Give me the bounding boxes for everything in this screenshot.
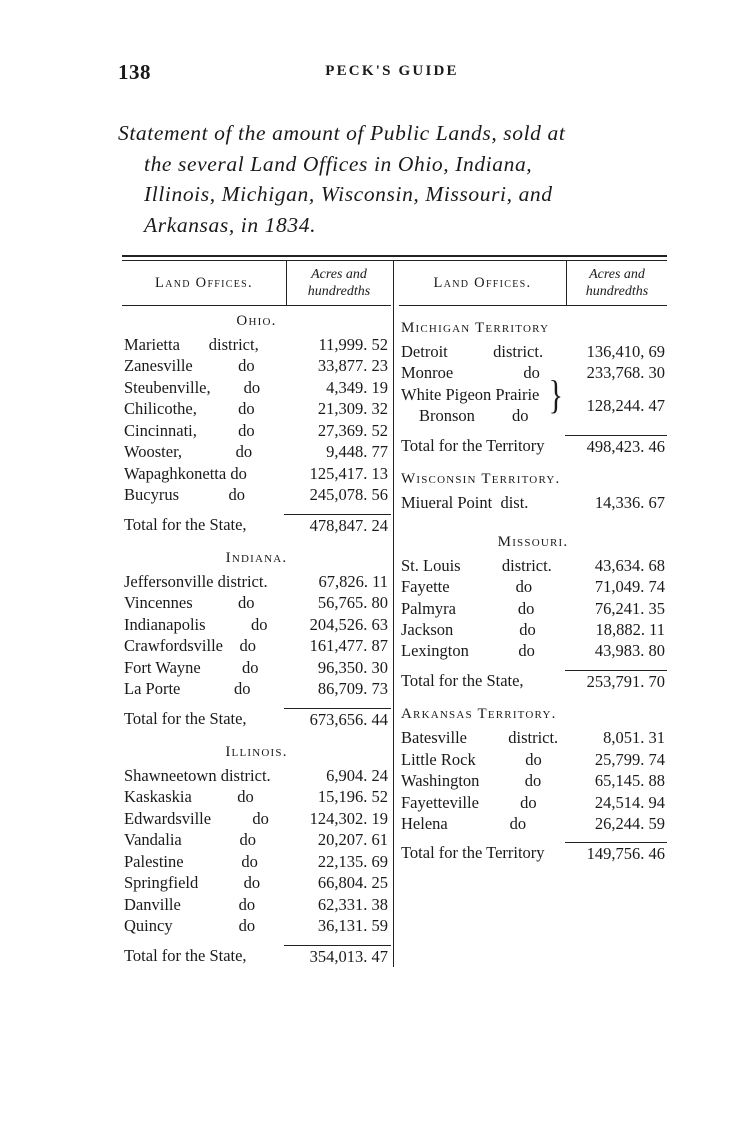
office-label: Cincinnati, <box>124 420 197 440</box>
total-amount: 673,656. 44 <box>284 708 391 730</box>
section-rows-missouri <box>399 554 667 693</box>
table-row <box>122 420 391 441</box>
office-label: Danville <box>124 894 181 914</box>
office-name <box>122 398 284 419</box>
office-label: Kaskaskia <box>124 787 192 807</box>
office-name <box>122 786 284 807</box>
section-label-arkansas: Arkansas Territory. <box>401 706 557 723</box>
acres-amount: 161,477. 87 <box>309 636 388 656</box>
office-label: Washington <box>401 771 480 791</box>
office-name <box>399 792 565 813</box>
acres-amount: 62,331. 38 <box>317 894 388 914</box>
table-row <box>122 829 391 850</box>
office-name <box>399 492 565 513</box>
office-label-secondary <box>401 405 565 426</box>
office-qualifier: do <box>525 749 542 769</box>
acres-amount: 86,709. 73 <box>317 679 388 699</box>
office-qualifier: district. <box>217 571 268 591</box>
table-columns <box>122 261 667 967</box>
office-name <box>122 571 284 592</box>
office-name <box>122 441 284 462</box>
acres-amount: 56,765. 80 <box>317 593 388 613</box>
office-name <box>122 829 284 850</box>
office-label: Crawfordsville <box>124 636 223 656</box>
office-label: Springfield <box>124 873 199 893</box>
acres-amount: 76,241. 35 <box>594 598 665 618</box>
table-caption <box>118 118 658 240</box>
total-label: Total for the Territory <box>401 843 545 863</box>
office-name <box>122 592 284 613</box>
section-rows-indiana <box>122 570 391 730</box>
office-name <box>122 614 284 635</box>
office-name <box>122 635 284 656</box>
running-head <box>118 60 666 86</box>
acres-amount: 124,302. 19 <box>309 808 388 828</box>
column-header-units-right <box>566 261 667 305</box>
table-row <box>122 657 391 678</box>
office-qualifier: do <box>517 598 535 618</box>
acres-amount: 65,145. 88 <box>594 771 665 791</box>
table-row <box>122 355 391 376</box>
office-qualifier: do <box>250 614 268 634</box>
table-row-total <box>122 943 391 967</box>
office-name <box>399 640 565 661</box>
table-row-total <box>122 706 391 730</box>
section-label-michigan: Michigan Territory <box>401 320 550 336</box>
office-name <box>122 463 284 484</box>
acres-amount: 125,417. 13 <box>309 463 388 483</box>
table-row <box>122 678 391 699</box>
acres-amount: 21,309. 32 <box>317 399 388 419</box>
table-row <box>399 792 667 813</box>
column-header-right <box>399 261 667 305</box>
acres-amount: 71,049. 74 <box>594 577 665 597</box>
section-label-missouri: Missouri. <box>497 533 569 550</box>
office-label: Fayette <box>401 577 450 597</box>
caption-line-2: the several Land Offices in Ohio, Indiana, <box>144 151 533 176</box>
office-label: Monroe <box>401 363 454 383</box>
office-label: Quincy <box>124 916 173 936</box>
table-row <box>399 749 667 770</box>
caption-line-1: Statement of the amount of Public Lands, sold at <box>118 121 566 145</box>
office-qualifier: do <box>238 420 255 440</box>
office-name <box>122 808 284 829</box>
office-qualifier: do <box>239 830 256 850</box>
units-line-1: Acres and <box>589 266 645 282</box>
table-row <box>399 727 667 748</box>
office-qualifier: do <box>512 406 529 426</box>
office-label: Edwardsville <box>124 808 212 828</box>
table-column-left <box>122 261 394 967</box>
acres-amount: 6,904. 24 <box>326 766 388 785</box>
office-label: Helena <box>401 814 448 833</box>
office-qualifier: do <box>238 894 256 914</box>
units-line-2: hundredths <box>307 284 371 299</box>
office-qualifier: do <box>241 851 258 871</box>
units-line-1: Acres and <box>311 266 367 282</box>
table-row <box>399 492 667 513</box>
table-row <box>399 619 667 640</box>
table-row <box>122 765 391 786</box>
office-label: Little Rock <box>401 749 476 769</box>
office-label: Miueral Point <box>401 493 493 513</box>
office-qualifier: do <box>509 814 527 833</box>
acres-amount: 245,078. 56 <box>309 485 388 505</box>
column-header-left <box>122 261 391 305</box>
total-amount: 149,756. 46 <box>565 842 667 864</box>
section-rows-wisconsin <box>399 491 667 513</box>
table-row <box>122 614 391 635</box>
acres-amount: 18,882. 11 <box>595 619 665 639</box>
office-label: Jackson <box>401 619 454 639</box>
office-label: Steubenville, <box>124 377 211 397</box>
acres-amount: 4,349. 19 <box>326 377 388 397</box>
office-qualifier: do <box>238 593 255 613</box>
office-label: Lexington <box>401 641 469 661</box>
acres-amount: 26,244. 59 <box>594 814 665 833</box>
office-name <box>122 355 284 376</box>
office-qualifier: do <box>228 485 245 505</box>
column-header-office-label: Land Offices. <box>155 274 253 291</box>
office-label: Jeffersonville <box>124 571 214 591</box>
table-row <box>122 441 391 462</box>
office-label: White Pigeon Prairie <box>401 384 540 404</box>
office-qualifier: do <box>241 657 259 677</box>
office-name <box>122 765 284 786</box>
total-label: Total for the State, <box>124 708 247 728</box>
total-amount: 354,013. 47 <box>284 945 391 967</box>
office-qualifier: district. <box>508 728 559 748</box>
office-qualifier: do <box>252 808 269 828</box>
table-row <box>122 635 391 656</box>
office-label: Wooster, <box>124 442 183 462</box>
acres-amount: 136,410, 69 <box>586 342 665 361</box>
office-qualifier: do <box>520 792 537 812</box>
table-row <box>122 786 391 807</box>
office-qualifier: do <box>524 771 542 791</box>
acres-amount: 43,983. 80 <box>594 641 665 661</box>
office-label: Zanesville <box>124 356 193 376</box>
section-label-ohio: Ohio. <box>236 313 277 329</box>
office-label: Palestine <box>124 851 184 871</box>
table-row <box>122 484 391 505</box>
office-qualifier: do <box>237 787 254 807</box>
table-row <box>122 398 391 419</box>
acres-amount: 27,369. 52 <box>317 420 388 440</box>
office-name <box>122 484 284 505</box>
office-qualifier: do <box>230 463 247 483</box>
office-qualifier: district, <box>208 335 259 354</box>
table-row <box>399 598 667 619</box>
brace-icon: } <box>548 372 563 418</box>
acres-amount: 22,135. 69 <box>317 851 388 871</box>
office-name <box>122 377 284 398</box>
office-label: Palmyra <box>401 598 456 618</box>
table-row <box>399 362 667 383</box>
office-qualifier: do <box>518 641 535 661</box>
table-row <box>122 571 391 592</box>
office-name <box>399 555 565 576</box>
office-label: Marietta <box>124 335 180 354</box>
office-name <box>399 727 565 748</box>
office-qualifier: do <box>515 577 533 597</box>
office-qualifier: do <box>238 399 255 419</box>
office-name <box>399 598 565 619</box>
section-rows-michigan <box>399 340 667 457</box>
office-name <box>122 657 284 678</box>
table-row <box>399 576 667 597</box>
section-rows-illinois <box>122 764 391 967</box>
total-amount: 253,791. 70 <box>565 670 667 692</box>
table-column-right <box>394 261 667 967</box>
office-label: Chilicothe, <box>124 399 197 419</box>
office-name <box>122 420 284 441</box>
units-line-2: hundredths <box>585 284 649 299</box>
acres-amount: 9,448. 77 <box>326 442 388 462</box>
office-label: La Porte <box>124 679 181 699</box>
office-label: Bucyrus <box>124 485 179 505</box>
office-qualifier: district. <box>493 342 544 361</box>
office-name <box>399 770 565 791</box>
office-label-2: Bronson <box>419 406 475 426</box>
running-head-title: PECK'S GUIDE <box>325 63 459 79</box>
table-row-total <box>122 512 391 536</box>
acres-amount: 11,999. 52 <box>318 335 388 354</box>
office-name <box>399 619 565 640</box>
office-label: Vandalia <box>124 830 182 850</box>
acres-amount: 96,350. 30 <box>317 657 388 677</box>
table-row <box>399 341 667 362</box>
office-qualifier: do <box>238 356 255 376</box>
acres-amount: 43,634. 68 <box>594 555 665 575</box>
table-row <box>399 813 667 834</box>
acres-amount: 33,877. 23 <box>317 356 388 376</box>
section-label-indiana: Indiana. <box>225 549 288 566</box>
office-qualifier: do <box>239 636 256 656</box>
total-label: Total for the Territory <box>401 435 545 455</box>
office-qualifier: do <box>235 442 253 462</box>
office-qualifier: do <box>519 619 536 639</box>
table-row <box>122 377 391 398</box>
office-name <box>122 872 284 893</box>
column-header-office-label: Land Offices. <box>433 274 532 291</box>
acres-amount: 233,768. 30 <box>586 363 665 383</box>
caption-line-3: Illinois, Michigan, Wisconsin, Missouri, and <box>144 182 553 207</box>
office-name <box>122 894 284 915</box>
office-label: St. Louis <box>401 555 461 575</box>
office-qualifier: do <box>523 363 540 383</box>
office-name <box>399 576 565 597</box>
office-name <box>399 362 565 383</box>
office-qualifier: do <box>233 679 251 699</box>
office-label: Vincennes <box>124 593 193 613</box>
column-header-units-left <box>286 261 391 305</box>
table-row <box>122 592 391 613</box>
office-label: Fort Wayne <box>124 657 201 677</box>
office-name <box>399 749 565 770</box>
total-label: Total for the State, <box>401 670 524 690</box>
table-row <box>122 915 391 936</box>
office-qualifier: district. <box>501 555 552 575</box>
table-row <box>122 808 391 829</box>
acres-amount: 15,196. 52 <box>317 787 388 807</box>
section-rows-arkansas <box>399 726 667 865</box>
caption-line-4: Arkansas, in 1834. <box>144 212 317 237</box>
acres-amount: 20,207. 61 <box>317 830 388 850</box>
total-amount: 498,423. 46 <box>565 435 667 457</box>
office-name <box>122 334 284 355</box>
section-label-illinois: Illinois. <box>225 744 288 760</box>
office-qualifier: do <box>243 873 261 893</box>
table-row-total <box>399 433 667 457</box>
table-row <box>122 872 391 893</box>
office-qualifier: dist. <box>500 493 529 513</box>
office-label: Indianapolis <box>124 614 206 634</box>
acres-amount: 14,336. 67 <box>594 493 665 513</box>
office-label: Wapaghkonetta <box>124 463 227 483</box>
office-name <box>122 678 284 699</box>
office-qualifier: do <box>238 916 256 936</box>
acres-amount: 67,826. 11 <box>318 571 388 591</box>
acres-amount: 36,131. 59 <box>317 916 388 936</box>
table-row <box>122 463 391 484</box>
acres-amount: 66,804. 25 <box>317 873 388 893</box>
section-label-wisconsin: Wisconsin Territory. <box>401 471 561 488</box>
table-row <box>122 334 391 355</box>
table-row <box>122 851 391 872</box>
office-label: Shawneetown <box>124 766 217 785</box>
table-row <box>399 640 667 661</box>
acres-amount: 8,051. 31 <box>603 728 665 748</box>
table-row-total <box>399 840 667 864</box>
acres-amount: 204,526. 63 <box>309 614 388 634</box>
total-amount: 478,847. 24 <box>284 514 391 536</box>
office-label: Detroit <box>401 342 448 361</box>
section-rows-ohio <box>122 333 391 536</box>
acres-amount: 24,514. 94 <box>594 792 665 812</box>
table-row <box>399 770 667 791</box>
table-row <box>122 894 391 915</box>
total-label: Total for the State, <box>124 514 247 534</box>
table-row-total <box>399 668 667 692</box>
acres-amount: 128,244. 47 <box>586 395 665 415</box>
land-sales-table <box>122 255 667 967</box>
page-number: 138 <box>118 60 151 84</box>
office-name <box>122 915 284 936</box>
acres-amount: 25,799. 74 <box>594 749 665 769</box>
total-label: Total for the State, <box>124 945 247 965</box>
office-label: Batesville <box>401 728 467 748</box>
office-label: Fayetteville <box>401 792 479 812</box>
office-name <box>399 813 565 834</box>
office-name <box>399 341 565 362</box>
office-name <box>122 851 284 872</box>
office-qualifier: do <box>243 377 261 397</box>
office-qualifier: district. <box>220 766 271 785</box>
table-row <box>399 555 667 576</box>
